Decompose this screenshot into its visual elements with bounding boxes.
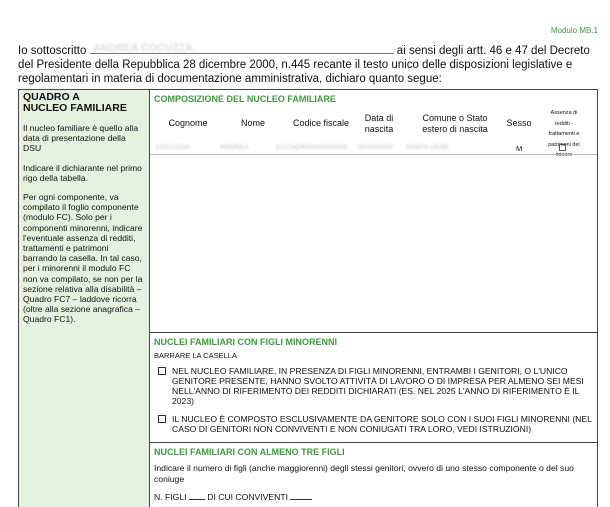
quadro-a-sidebar: [19, 90, 150, 507]
option-genitore-solo-checkbox[interactable]: [158, 415, 166, 423]
quadro-a-content: [150, 90, 597, 507]
quadro-a-title: QUADRO A NUCLEO FAMILIARE: [23, 91, 127, 114]
declarant-name-value: ANDREA COCUZZA: [93, 43, 193, 54]
header-nome: Nome: [240, 118, 265, 128]
n-figli-label: N. FIGLI: [154, 492, 187, 502]
quadro-a-frame: [18, 89, 598, 507]
quadro-note-2: Indicare il dichiarante nel primo rigo della tabella.: [23, 162, 142, 183]
figli-minorenni-title: NUCLEI FAMILIARI CON FIGLI MINORENNI: [154, 337, 337, 347]
header-cognome: Cognome: [168, 118, 208, 128]
header-codice-fiscale: Codice fiscale: [292, 118, 350, 128]
conviventi-input[interactable]: [290, 491, 312, 500]
option-genitore-solo-label: IL NUCLEO È COMPOSTO ESCLUSIVAMENTE DA GENITORE SOLO CON I SUOI FIGLI MINORENNI (NEL CASO DI GENITORI NON CONVIVENTI E NON CONIUGATI TRA LORO, VEDI ISTRUZIONI): [172, 414, 592, 434]
option-lavoro-genitori: [158, 366, 596, 406]
quadro-note-3: Per ogni componente, va compilato il foglio componente (modulo FC). Solo per i componenti minorenni, indicare l'eventuale assenza di redditi, trattamenti e patrimoni barrando la casella. In tal caso, per i minorenni il modulo FC non va compilato, se non per la sezione relativa alla disabilità – Quadro FC7 – laddove ricorra (oltre alla sezione anagrafica – Quadro FC1).: [23, 192, 143, 325]
row-codice-fiscale: CCCNDR00A00H000X: [276, 144, 348, 151]
figli-count-line: [154, 491, 312, 502]
option-lavoro-genitori-checkbox[interactable]: [158, 367, 166, 375]
row-sesso: M: [516, 144, 523, 153]
form-code: Modulo MB.1: [550, 26, 598, 35]
table-row[interactable]: [150, 143, 597, 155]
row-nome: ANDREA: [220, 144, 249, 151]
option-lavoro-genitori-label: NEL NUCLEO FAMILIARE, IN PRESENZA DI FIGLI MINORENNI, ENTRAMBI I GENITORI, O L'UNICO GENITORE PRESENTE, HANNO SVOLTO ATTIVITÀ DI LAVORO O DI IMPRESA PER ALMENO SEI MESI NELL'ANNO DI RIFERIMENTO DEI REDDITI DICHIARATI (ES. NEL 2025 L'ANNO DI RIFERIMENTO È IL 2023): [172, 366, 584, 406]
conviventi-label: DI CUI CONVIVENTI: [207, 492, 288, 502]
header-assenza-redditi: Assenza di redditi - trattamenti e patrimoni del minore: [548, 110, 580, 158]
tre-figli-description: Indicare il numero di figli (anche maggiorenni) degli stessi genitori, ovvero di uno stesso componente o del suo coniuge: [154, 463, 574, 484]
option-genitore-solo: [158, 414, 596, 434]
tre-figli-section: [150, 442, 597, 507]
header-data-nascita: Data di nascita: [364, 113, 394, 134]
row-comune-nascita: SANTA VENE: [406, 144, 450, 151]
row-data-nascita: 00/00/0000: [358, 144, 394, 151]
quadro-note-1: Il nucleo familiare è quello alla data di presentazione della DSU: [23, 123, 139, 154]
figli-minorenni-section: [150, 332, 597, 443]
tre-figli-title: NUCLEI FAMILIARI CON ALMENO TRE FIGLI: [154, 447, 345, 457]
header-comune-nascita: Comune o Stato estero di nascita: [422, 113, 488, 134]
barrare-instruction: BARRARE LA CASELLA: [154, 351, 237, 360]
composizione-title: COMPOSIZIONE DEL NUCLEO FAMILIARE: [154, 94, 336, 104]
header-sesso: Sesso: [506, 118, 532, 128]
declaration-text: ai sensi degli artt. 46 e 47 del Decreto del Presidente della Repubblica 28 dicembre 2000, n.445 recante il testo unico delle disposizioni legislative e regolamentari in materia di documentazione amministrativa, dichiaro quanto segue:: [18, 45, 590, 85]
declarant-label: Io sottoscritto: [18, 45, 87, 57]
declaration-intro: [18, 42, 598, 86]
n-figli-input[interactable]: [189, 491, 205, 500]
assenza-redditi-checkbox[interactable]: [559, 144, 566, 151]
composizione-section: [150, 90, 597, 333]
declarant-name-field[interactable]: [90, 42, 394, 54]
row-cognome: COCUZZA: [156, 144, 190, 151]
